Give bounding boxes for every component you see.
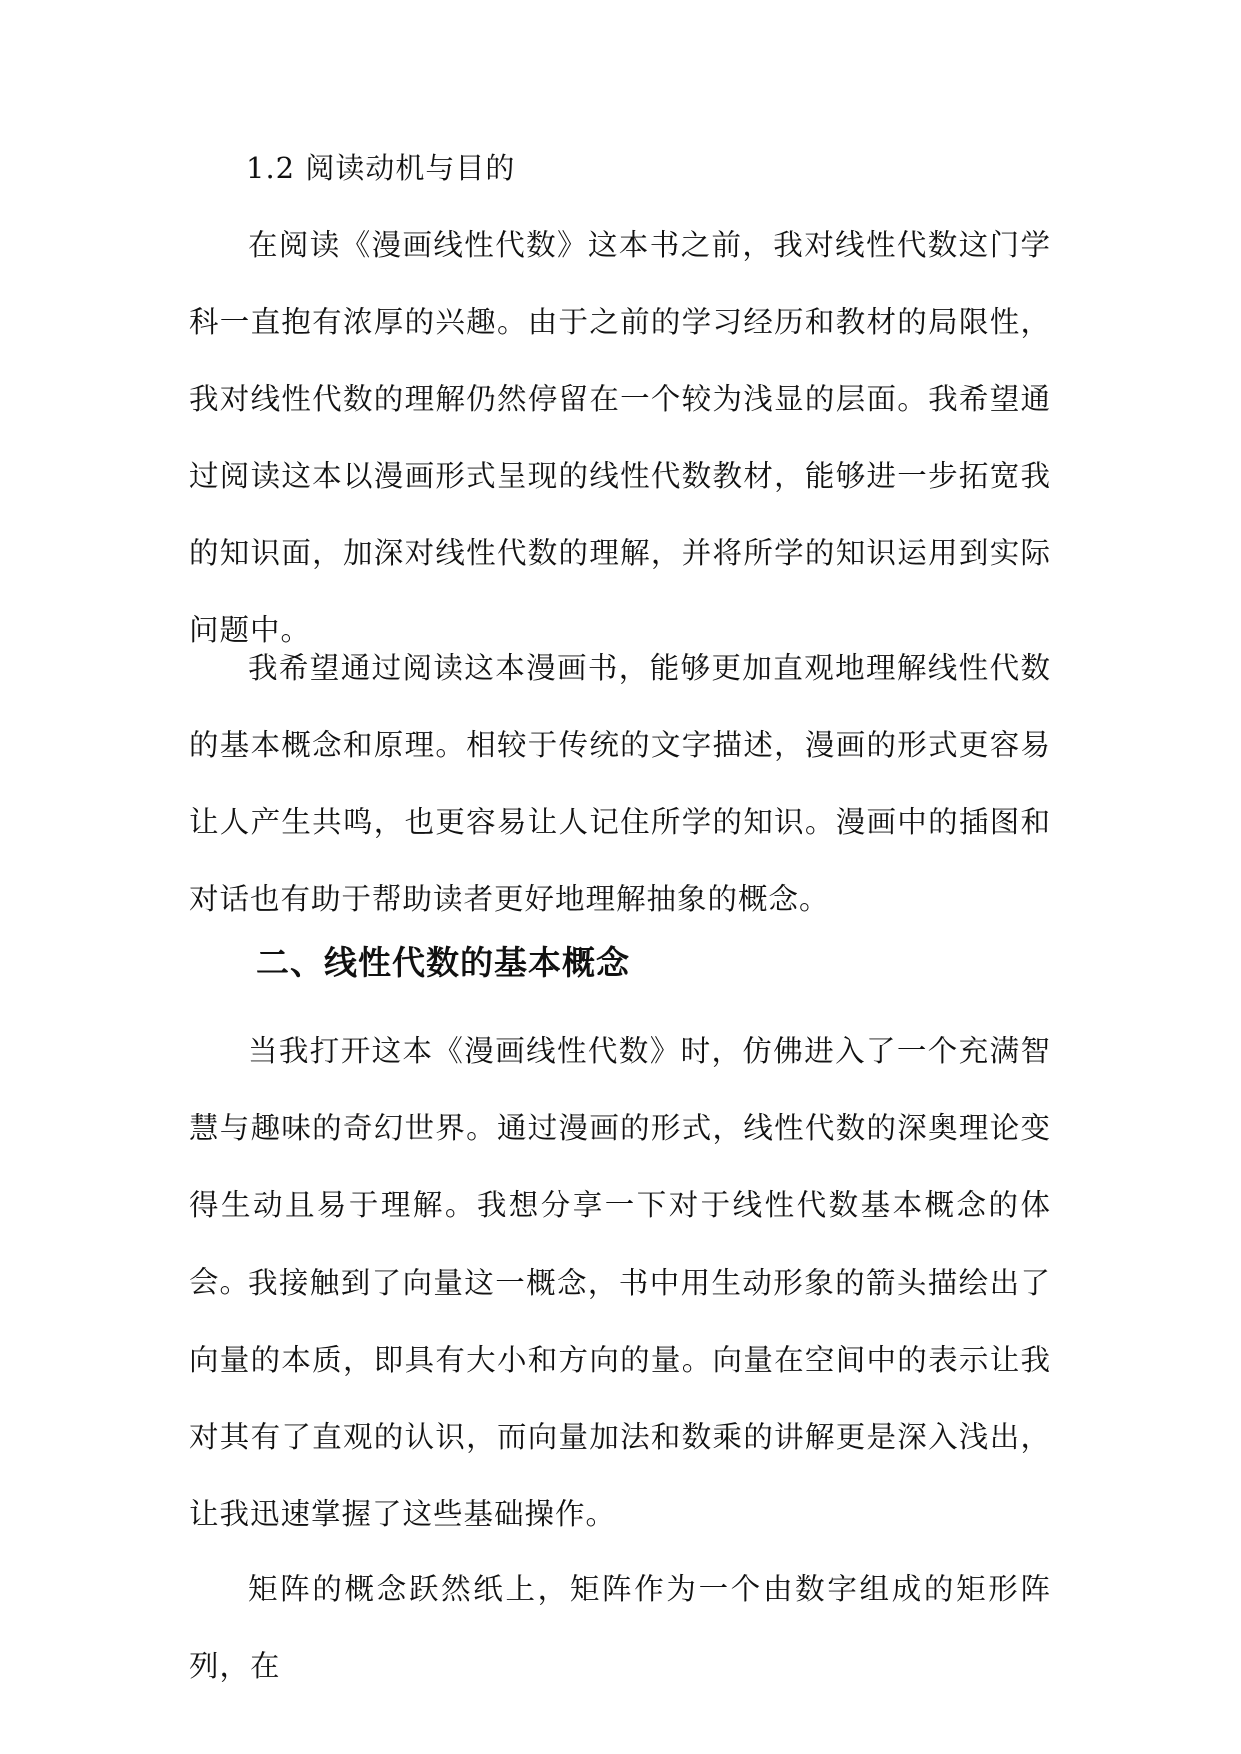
paragraph-vectors: 我接触到了向量这一概念，书中用生动形象的箭头描绘出了向量的本质，即具有大小和方向的量。向量在空间中的表示让我对其有了直观的认识，而向量加法和数乘的讲解更是深入浅出，让我迅速掌握了这些基础操作。 [189, 1266, 1051, 1531]
paragraph-matrices: 矩阵的概念跃然纸上，矩阵作为一个由数字组成的矩形阵列，在 [189, 1572, 1051, 1683]
subsection-heading: 1.2 阅读动机与目的 [246, 151, 516, 185]
section-heading: 二、线性代数的基本概念 [256, 943, 630, 982]
paragraph-reading-motivation: 在阅读《漫画线性代数》这本书之前，我对线性代数这门学科一直抱有浓厚的兴趣。由于之前的学习经历和教材的局限性，我对线性代数的理解仍然停留在一个较为浅显的层面。我希望通过阅读这本以漫画形式呈现的线性代数教材，能够进一步拓宽我的知识面，加深对线性代数的理解，并将所学的知识运用到实际问题中。 [189, 228, 1051, 647]
paragraph-reading-goal: 我希望通过阅读这本漫画书，能够更加直观地理解线性代数的基本概念和原理。相较于传统的文字描述，漫画的形式更容易让人产生共鸣，也更容易让人记住所学的知识。漫画中的插图和对话也有助于帮助读者更好地理解抽象的概念。 [189, 651, 1051, 916]
paragraph-intro: 当我打开这本《漫画线性代数》时，仿佛进入了一个充满智慧与趣味的奇幻世界。通过漫画的形式，线性代数的深奥理论变得生动且易于理解。我想分享一下对于线性代数基本概念的体会。 [189, 1034, 1051, 1299]
